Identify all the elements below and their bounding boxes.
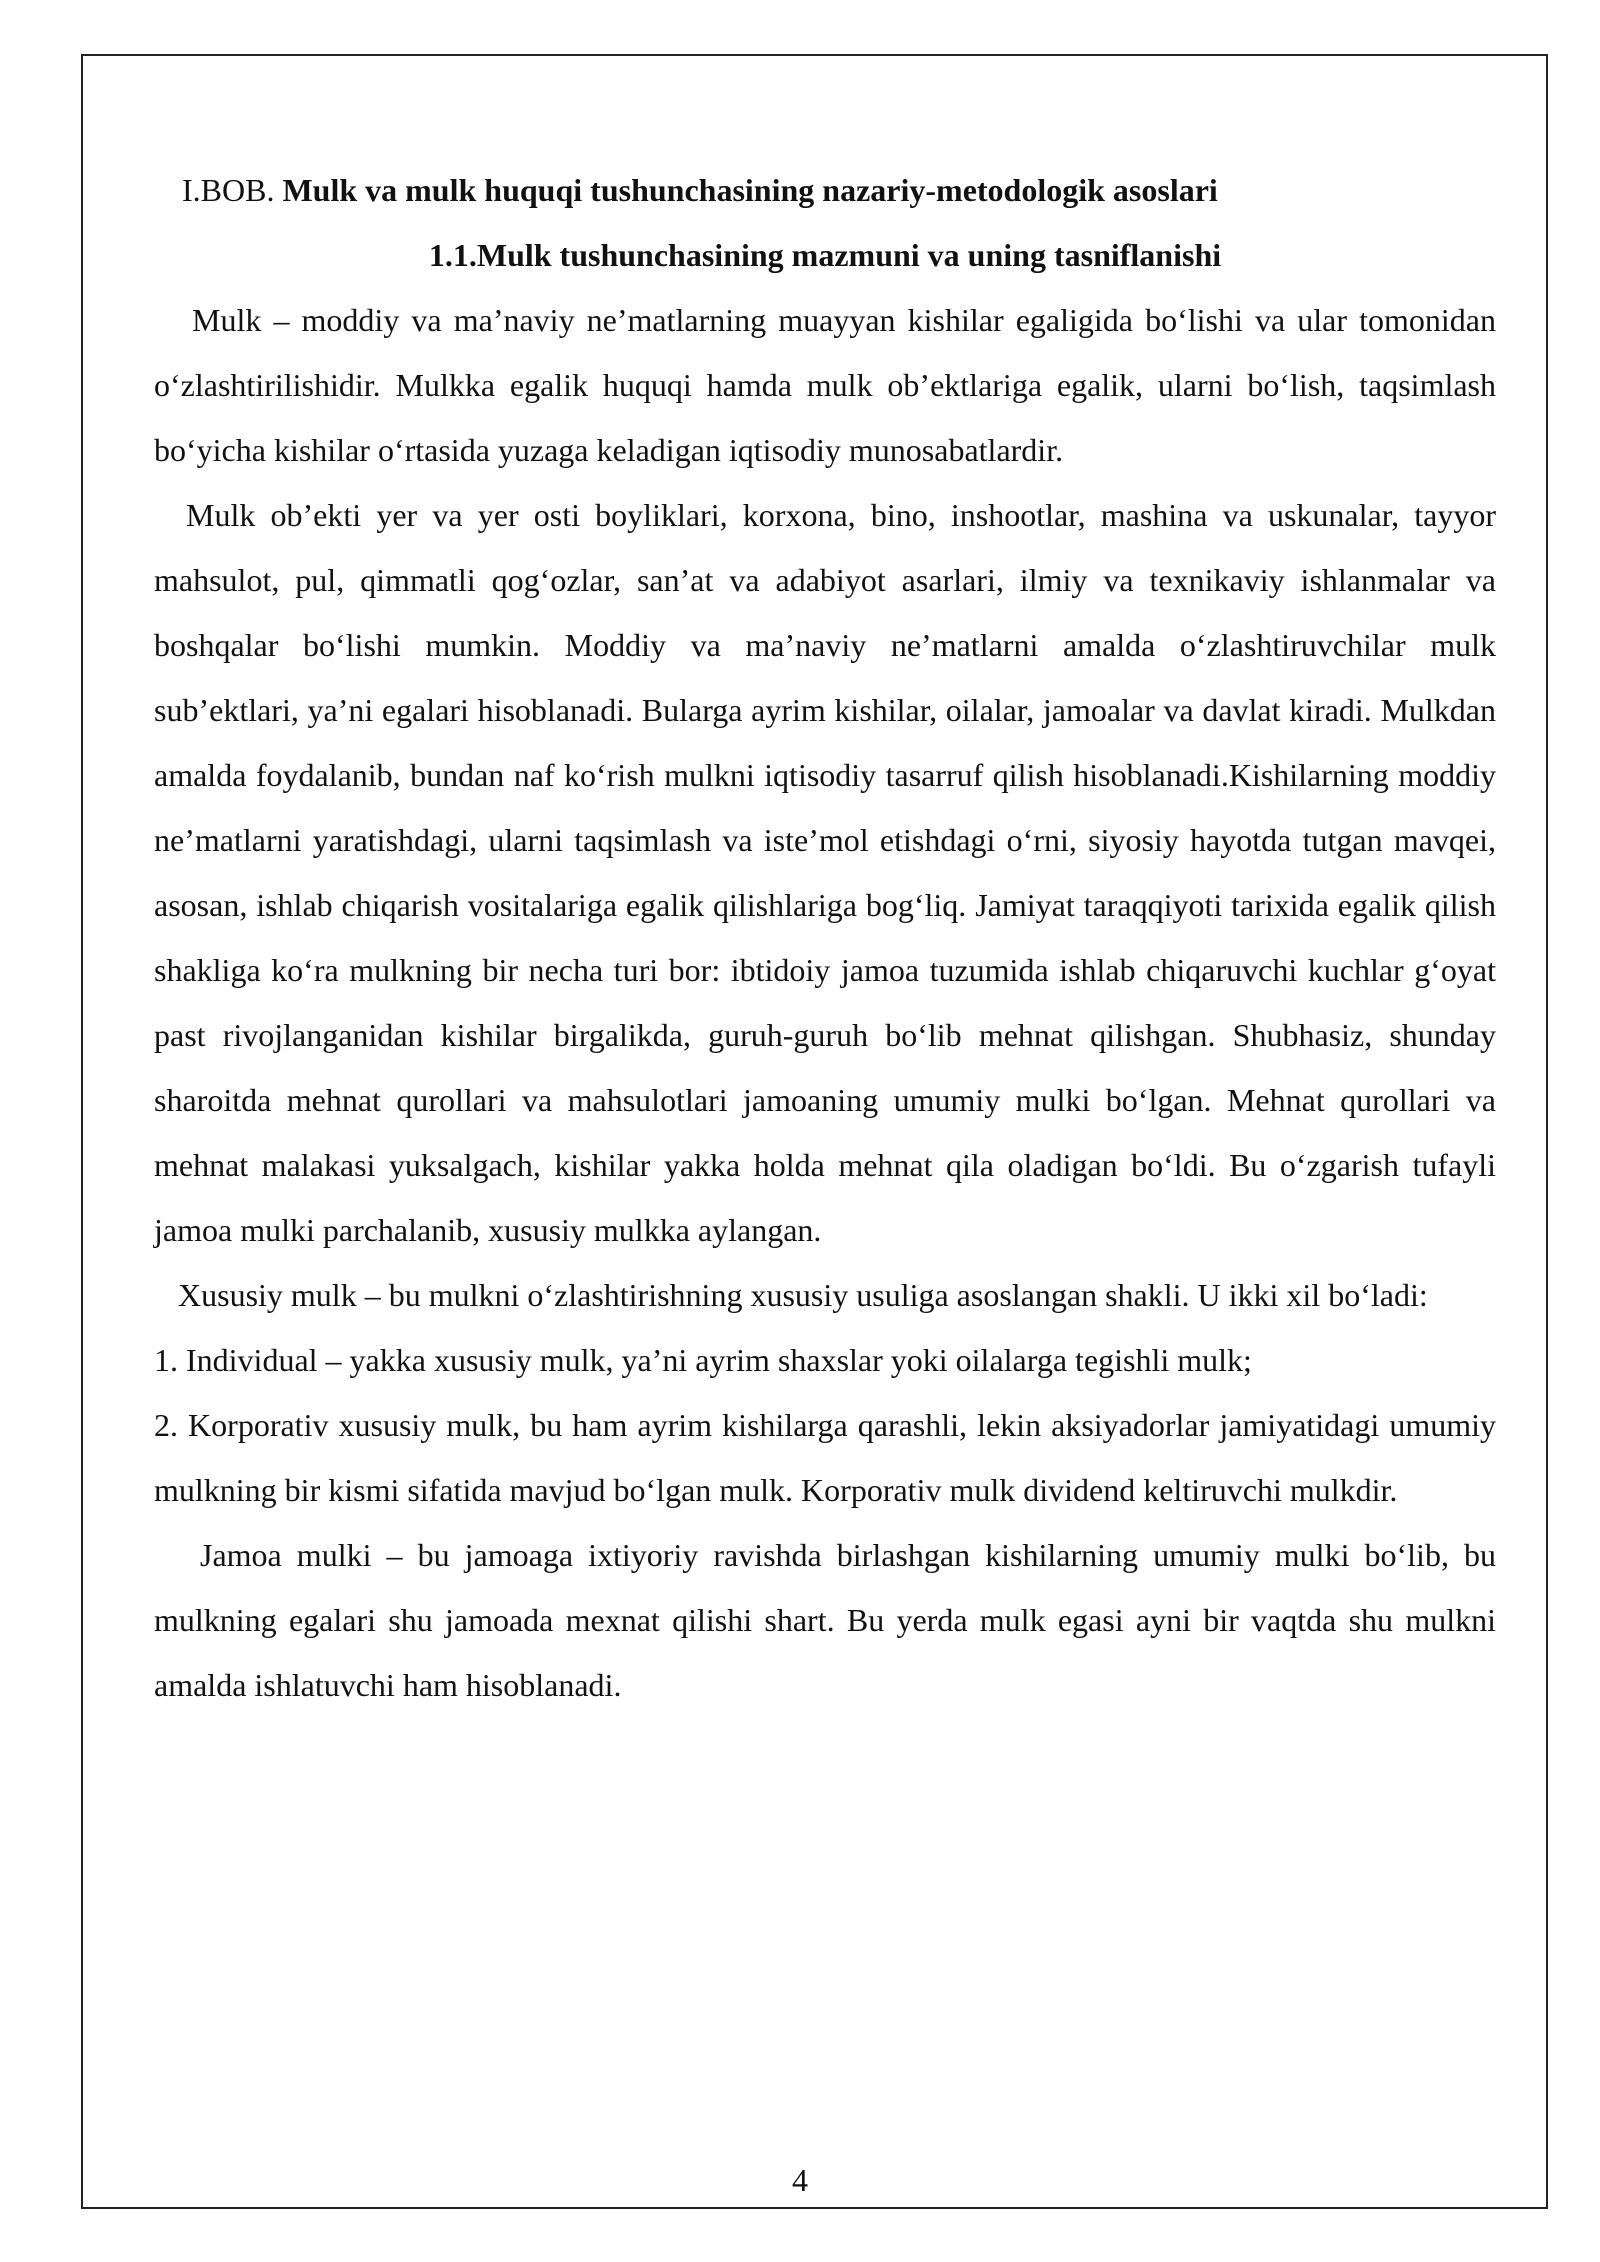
page-number: 4 (792, 2162, 808, 2198)
paragraph-collective-property: Jamoa mulki – bu jamoaga ixtiyoriy ravishda birlashgan kishilarning umumiy mulki bo‘lib, bu mulkning egalari shu jamoada mexnat qilishi shart. Bu yerda mulk egasi ayni bir vaqtda shu mulkni amalda ishlatuvchi ham hisoblanadi. (154, 1537, 1496, 1703)
page-content (154, 158, 1496, 1718)
list-item-individual: 1. Individual – yakka xususiy mulk, ya’ni ayrim shaxslar yoki oilalarga tegishli mulk; (154, 1342, 1252, 1378)
paragraph-private-property: Xususiy mulk – bu mulkni o‘zlashtirishning xususiy usuliga asoslangan shakli. U ikki xil bo‘ladi: (178, 1277, 1428, 1313)
paragraph-mulk-definition: Mulk – moddiy va ma’naviy ne’matlarning muayyan kishilar egaligida bo‘lishi va ular tomonidan o‘zlashtirilishidir. Mulkka egalik huquqi hamda mulk ob’ektlariga egalik, ularni bo‘lish, taqsimlash bo‘yicha kishilar o‘rtasida yuzaga keladigan iqtisodiy munosabatlardir. (154, 302, 1496, 468)
paragraph-mulk-object: Mulk ob’ekti yer va yer osti boyliklari, korxona, bino, inshootlar, mashina va uskunalar, tayyor mahsulot, pul, qimmatli qog‘ozlar, san’at va adabiyot asarlari, ilmiy va texnikaviy ishlanmalar va boshqalar bo‘lishi mumkin. Moddiy va ma’naviy ne’matlarni amalda o‘zlashtiruvchilar mulk sub’ektlari, ya’ni egalari hisoblanadi. Bularga ayrim kishilar, oilalar, jamoalar va davlat kiradi. Mulkdan amalda foydalanib, bundan naf ko‘rish mulkni iqtisodiy tasarruf qilish hisoblanadi.Kishilarning moddiy ne’matlarni yaratishdagi, ularni taqsimlash va iste’mol etishdagi o‘rni, siyosiy hayotda tutgan mavqei, asosan, ishlab chiqarish vositalariga egalik qilishlariga bog‘liq. Jamiyat taraqqiyoti tarixida egalik qilish shakliga ko‘ra mulkning bir necha turi bor: ibtidoiy jamoa tuzumida ishlab chiqaruvchi kuchlar g‘oyat past rivojlanganidan kishilar birgalikda, guruh-guruh bo‘lib mehnat qilishgan. Shubhasiz, shunday sharoitda mehnat qurollari va mahsulotlari jamoaning umumiy mulki bo‘lgan. Mehnat qurollari va mehnat malakasi yuksalgach, kishilar yakka holda mehnat qila oladigan bo‘ldi. Bu o‘zgarish tufayli jamoa mulki parchalanib, xususiy mulkka aylangan. (154, 497, 1496, 1248)
list-item-corporate: 2. Korporativ xususiy mulk, bu ham ayrim kishilarga qarashli, lekin aksiyadorlar jamiyatidagi umumiy mulkning bir kismi sifatida mavjud bo‘lgan mulk. Korporativ mulk dividend keltiruvchi mulkdir. (154, 1407, 1496, 1508)
section-heading: 1.1.Mulk tushunchasining mazmuni va uning tasniflanishi (428, 237, 1222, 273)
chapter-prefix: I.BOB. (182, 172, 283, 208)
chapter-heading (154, 158, 1496, 223)
chapter-title: Mulk va mulk huquqi tushunchasining nazariy-metodologik asoslari (282, 172, 1218, 208)
